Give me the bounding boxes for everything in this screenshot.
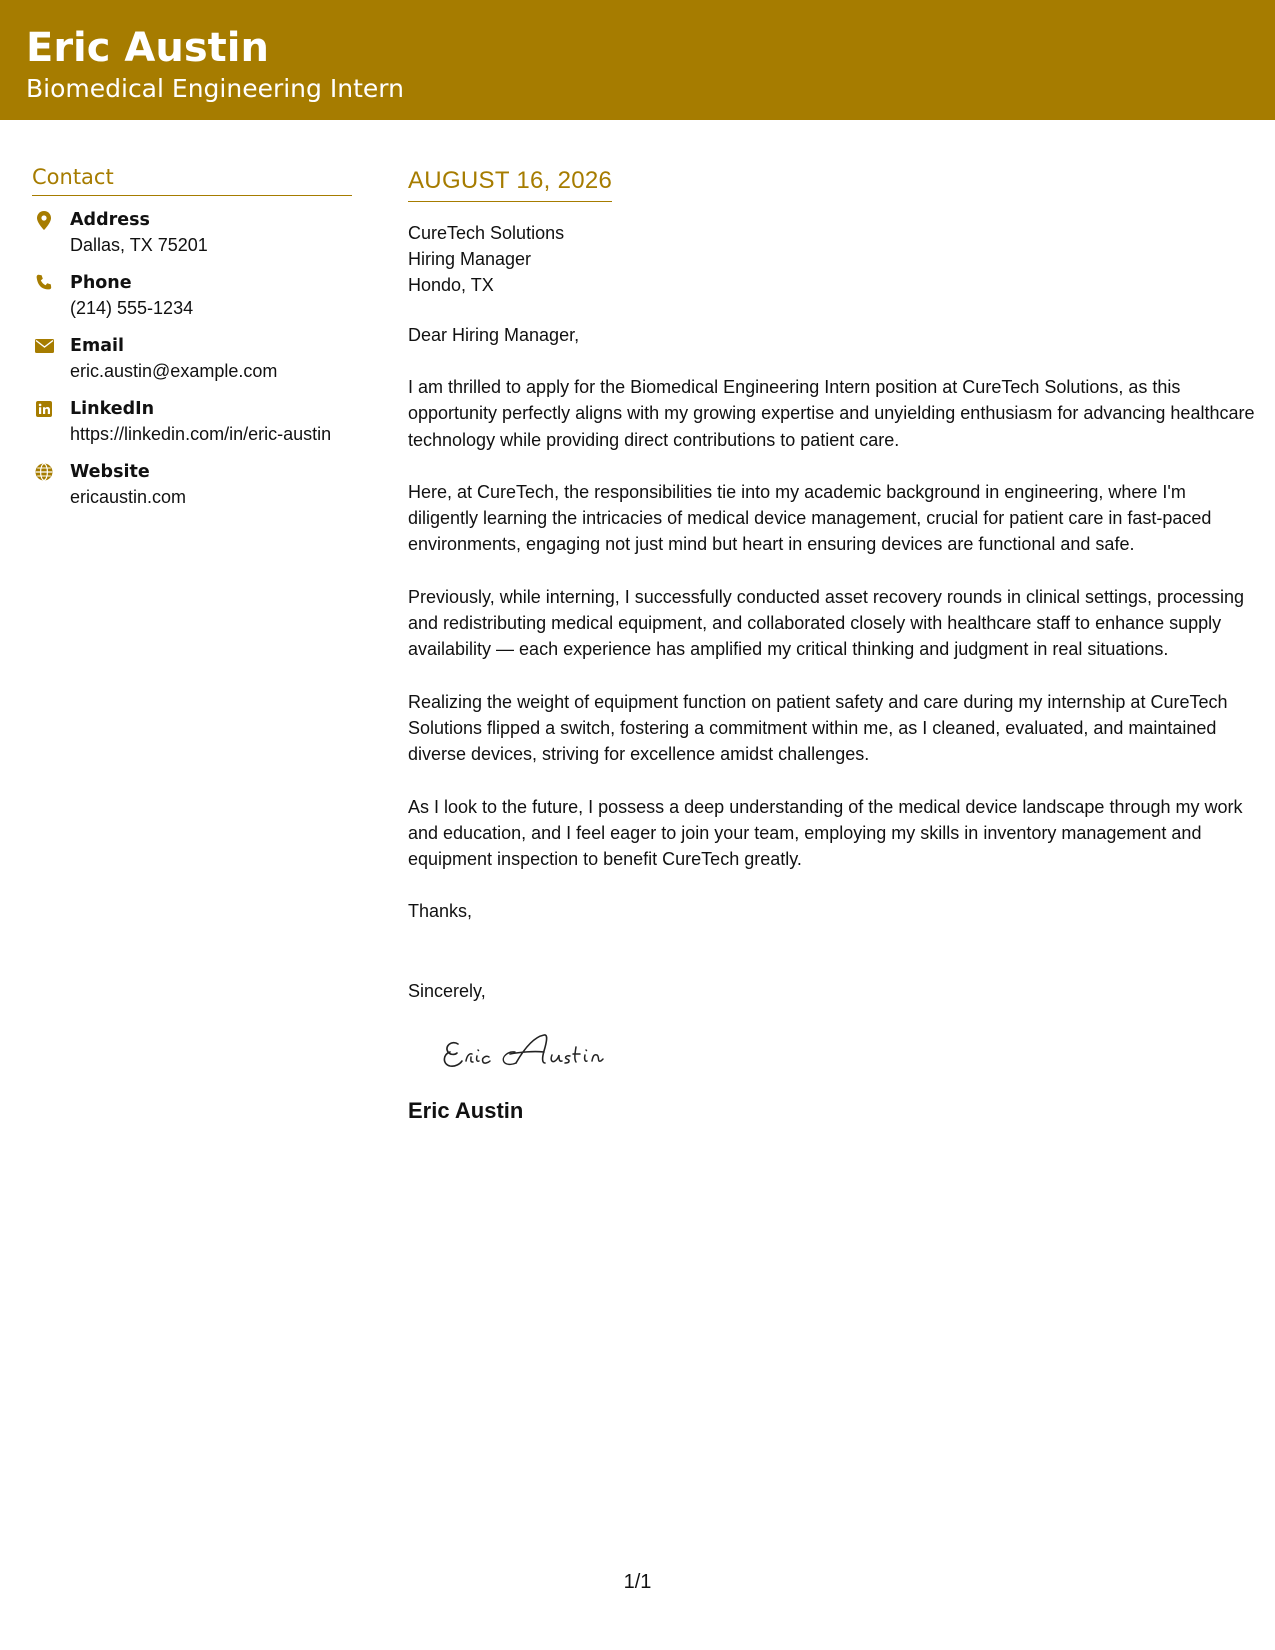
contact-value[interactable]: eric.austin@example.com: [70, 361, 278, 381]
phone-icon: [34, 273, 54, 293]
contact-value: Dallas, TX 75201: [70, 235, 208, 255]
contact-item-website: [32, 460, 352, 510]
body-paragraph: As I look to the future, I possess a deep understanding of the medical device landscape through my work and education, and I feel eager to join your team, employing my skills in inventory management and equipment inspection to benefit CureTech greatly.: [408, 796, 1243, 870]
applicant-role: Biomedical Engineering Intern: [26, 74, 404, 103]
letter-body: [408, 165, 1258, 1126]
handwritten-signature: [442, 1030, 1258, 1078]
contact-item-email: [32, 334, 352, 384]
contact-label: Email: [70, 336, 124, 356]
contact-label: LinkedIn: [70, 399, 155, 419]
map-pin-icon: [34, 210, 54, 230]
recipient-title: Hiring Manager: [408, 249, 532, 269]
linkedin-icon: [34, 399, 54, 419]
envelope-icon: [34, 336, 54, 356]
body-paragraph: Realizing the weight of equipment function on patient safety and care during my internship at CureTech Solutions flipped a switch, fostering a commitment within me, as I cleaned, evaluated, and maintained diverse devices, striving for excellence amidst challenges.: [408, 691, 1228, 765]
page-indicator: 1/1: [623, 1571, 652, 1593]
contact-label: Phone: [70, 273, 132, 293]
globe-icon: [34, 462, 54, 482]
recipient-block: [408, 220, 1258, 298]
recipient-location: Hondo, TX: [408, 275, 494, 295]
applicant-name: Eric Austin: [26, 25, 269, 71]
contact-section-title: Contact: [32, 162, 352, 196]
contact-label: Address: [70, 210, 150, 230]
date-block: [408, 165, 612, 202]
sign-off: Sincerely,: [408, 981, 486, 1002]
signature-image: [442, 1030, 642, 1078]
body-paragraph: I am thrilled to apply for the Biomedical Engineering Intern position at CureTech Solutions, as this opportunity perfectly aligns with my growing expertise and unyielding enthusiasm for advancing healthcare technology while providing direct contributions to patient care.: [408, 377, 1255, 450]
contact-list: [32, 208, 352, 510]
signer-name: Eric Austin: [408, 1098, 524, 1124]
contact-value[interactable]: ericaustin.com: [70, 487, 187, 507]
body-paragraph: Previously, while interning, I successfully conducted asset recovery rounds in clinical settings, processing and redistributing medical equipment, and collaborated closely with healthcare staff to enhance supply availability — each experience has amplified my critical thinking and judgment in real situations.: [408, 586, 1245, 660]
closing: Thanks,: [408, 901, 473, 922]
body-paragraph: Here, at CureTech, the responsibilities tie into my academic background in engineering, where I'm diligently learning the intricacies of medical device management, crucial for patient care in fast-paced environments, engaging not just mind but heart in ensuring devices are functional and safe.: [408, 481, 1212, 555]
contact-sidebar: [32, 162, 352, 523]
header-banner: [0, 0, 1275, 120]
recipient-company: CureTech Solutions: [408, 223, 565, 243]
contact-value[interactable]: https://linkedin.com/in/eric-austin: [70, 424, 332, 444]
contact-item-address: [32, 208, 352, 258]
letter-date: AUGUST 16, 2026: [408, 167, 613, 194]
contact-item-linkedin: [32, 397, 352, 447]
contact-label: Website: [70, 462, 150, 482]
contact-item-phone: [32, 271, 352, 321]
greeting: Dear Hiring Manager,: [408, 325, 580, 345]
contact-value: (214) 555-1234: [70, 298, 194, 318]
